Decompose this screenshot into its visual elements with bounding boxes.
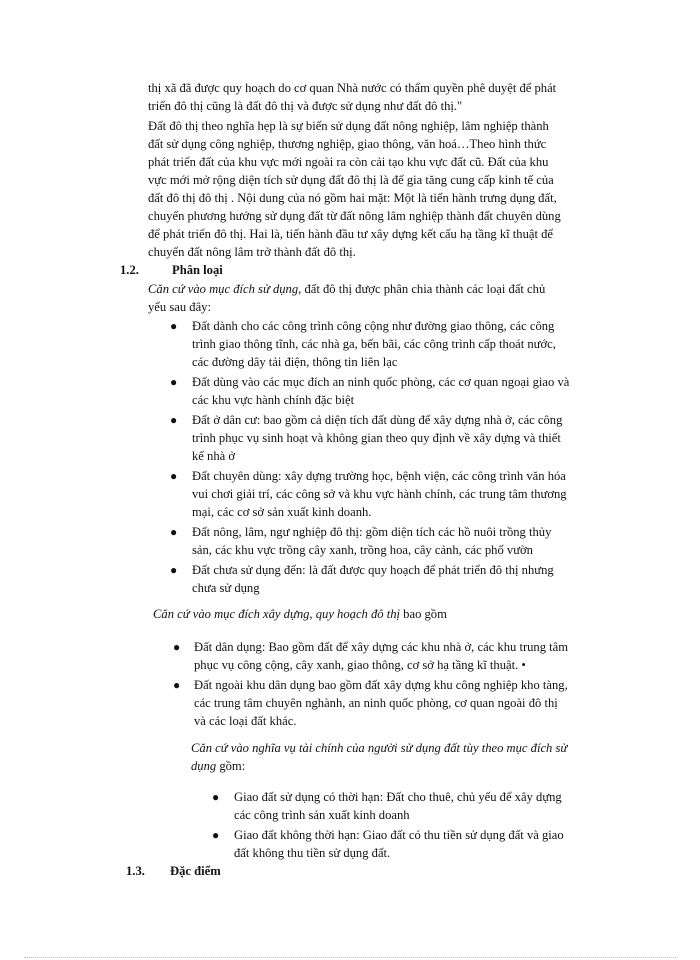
list-item-line: Đất ngoài khu dân dụng bao gồm đất xây dựng khu công nghiệp kho tàng,	[194, 678, 568, 692]
list-item-line: Đất nông, lâm, ngư nghiệp đô thị: gồm diện tích các hồ nuôi trồng thủy	[192, 525, 552, 539]
intro-line: thị xã đã được quy hoạch do cơ quan Nhà nước có thẩm quyền phê duyệt để phát	[148, 81, 557, 95]
section-number-1-3: 1.3.	[126, 864, 145, 878]
intro-line: triển đô thị cũng là đất đô thị và được sử dụng như đất đô thị."	[148, 99, 463, 113]
purpose-intro-line-2: yếu sau đây:	[148, 300, 211, 314]
list-item-line: Đất dùng vào các mục đích an ninh quốc phòng, các cơ quan ngoại giao và	[192, 375, 570, 389]
bullet-icon: ●	[173, 640, 181, 654]
list-item-line: các đường dây tải điện, thông tin liên lạc	[192, 355, 398, 369]
bullet-icon: ●	[212, 828, 220, 842]
intro-line: đất sử dụng công nghiệp, thương nghiệp, giao thông, văn hoá…Theo hình thức	[148, 137, 547, 151]
page-footer-divider	[24, 957, 676, 958]
list-item-line: kế nhà ở	[192, 449, 236, 463]
bullet-icon: ●	[170, 375, 178, 389]
purpose-intro: Căn cứ vào mục đích sử dụng, đất đô thị được phân chia thành các loại đất chủ	[148, 282, 546, 296]
finance-intro-line-2: dụng gồm:	[191, 759, 246, 773]
finance-intro: Căn cứ vào nghĩa vụ tài chính của người sử dụng đất tùy theo mục đích sử	[191, 741, 568, 755]
section-title-1-2: Phân loại	[172, 263, 223, 277]
bullet-icon: ●	[170, 469, 178, 483]
list-item-line: Đất chuyên dùng: xây dựng trường học, bệnh viện, các công trình văn hóa	[192, 469, 566, 483]
bullet-icon: ●	[212, 790, 220, 804]
list-item-line: các trung tâm chuyên nghành, an ninh quốc phòng, cơ quan ngoài đô thị	[194, 696, 558, 710]
intro-line: chuyển phương hướng sử dụng đất từ đất nông lâm nghiệp thành đất chuyên dùng	[148, 209, 561, 223]
list-item-line: Đất dân dụng: Bao gồm đất để xây dựng các khu nhà ở, các khu trung tâm	[194, 640, 569, 654]
bullet-icon: ●	[173, 678, 181, 692]
intro-line: chuyển đất nông lâm trở thành đất đô thị.	[148, 245, 356, 259]
list-item-line: Đất ở dân cư: bao gồm cả diện tích đất dùng để xây dựng nhà ở, các công	[192, 413, 563, 427]
list-item-line: chưa sử dụng	[192, 581, 260, 595]
list-item-line: và các loại đất khác.	[194, 714, 297, 728]
bullet-icon: ●	[170, 413, 178, 427]
list-item-line: đất không thu tiền sử dụng đất.	[234, 846, 391, 860]
list-item-line: phục vụ công cộng, cây xanh, giao thông, cơ sở hạ tầng kĩ thuật. •	[194, 658, 526, 672]
list-item-line: các khu vực hành chính đặc biệt	[192, 393, 355, 407]
intro-line: phát triển đất của khu vực mới ngoài ra còn cải tạo khu vực đất cũ. Đất của khu	[148, 155, 549, 169]
intro-line: để phát triển đô thị. Hai là, tiến hành đầu tư xây dựng kết cấu hạ tầng kĩ thuật để	[148, 227, 553, 241]
bullet-icon: ●	[170, 563, 178, 577]
bullet-icon: ●	[170, 525, 178, 539]
bullet-icon: ●	[170, 319, 178, 333]
list-item-line: sản, các khu vực trồng cây xanh, trồng hoa, cây cảnh, các phố vườn	[192, 543, 533, 557]
intro-line: vực mới mở rộng diện tích sử dụng đất đô thị là để gia tăng cung cấp kinh tế của	[148, 173, 554, 187]
list-item-line: trình giao thông tĩnh, các nhà ga, bến bãi, các công trình cấp thoát nước,	[192, 337, 556, 351]
list-item-line: các công trình sản xuất kinh doanh	[234, 808, 410, 822]
section-title-1-3: Đặc điểm	[170, 864, 221, 878]
list-item-line: Đất chưa sử dụng đến: là đất được quy hoạch để phát triển đô thị nhưng	[192, 563, 554, 577]
intro-line: Đất đô thị theo nghĩa hẹp là sự biến sử dụng đất nông nghiệp, lâm nghiệp thành	[148, 119, 549, 133]
list-item-line: trình phục vụ sinh hoạt và không gian theo quy định về xây dựng và thiết	[192, 431, 561, 445]
list-item-line: Giao đất sử dụng có thời hạn: Đất cho thuê, chủ yếu để xây dựng	[234, 790, 562, 804]
intro-line: đất đô thị đô thị . Nội dung của nó gồm hai mặt: Một là tiến hành trưng dụng đất,	[148, 191, 557, 205]
list-item-line: vui chơi giải trí, các công sở và khu vực hành chính, các trung tâm thương	[192, 487, 567, 501]
list-item-line: mại, các cơ sở sản xuất kinh doanh.	[192, 505, 372, 519]
section-number-1-2: 1.2.	[120, 263, 139, 277]
planning-intro: Căn cứ vào mục đích xây dựng, quy hoạch đô thị bao gồm	[153, 607, 447, 621]
list-item-line: Đất dành cho các công trình công cộng như đường giao thông, các công	[192, 319, 555, 333]
list-item-line: Giao đất không thời hạn: Giao đất có thu tiền sử dụng đất và giao	[234, 828, 564, 842]
